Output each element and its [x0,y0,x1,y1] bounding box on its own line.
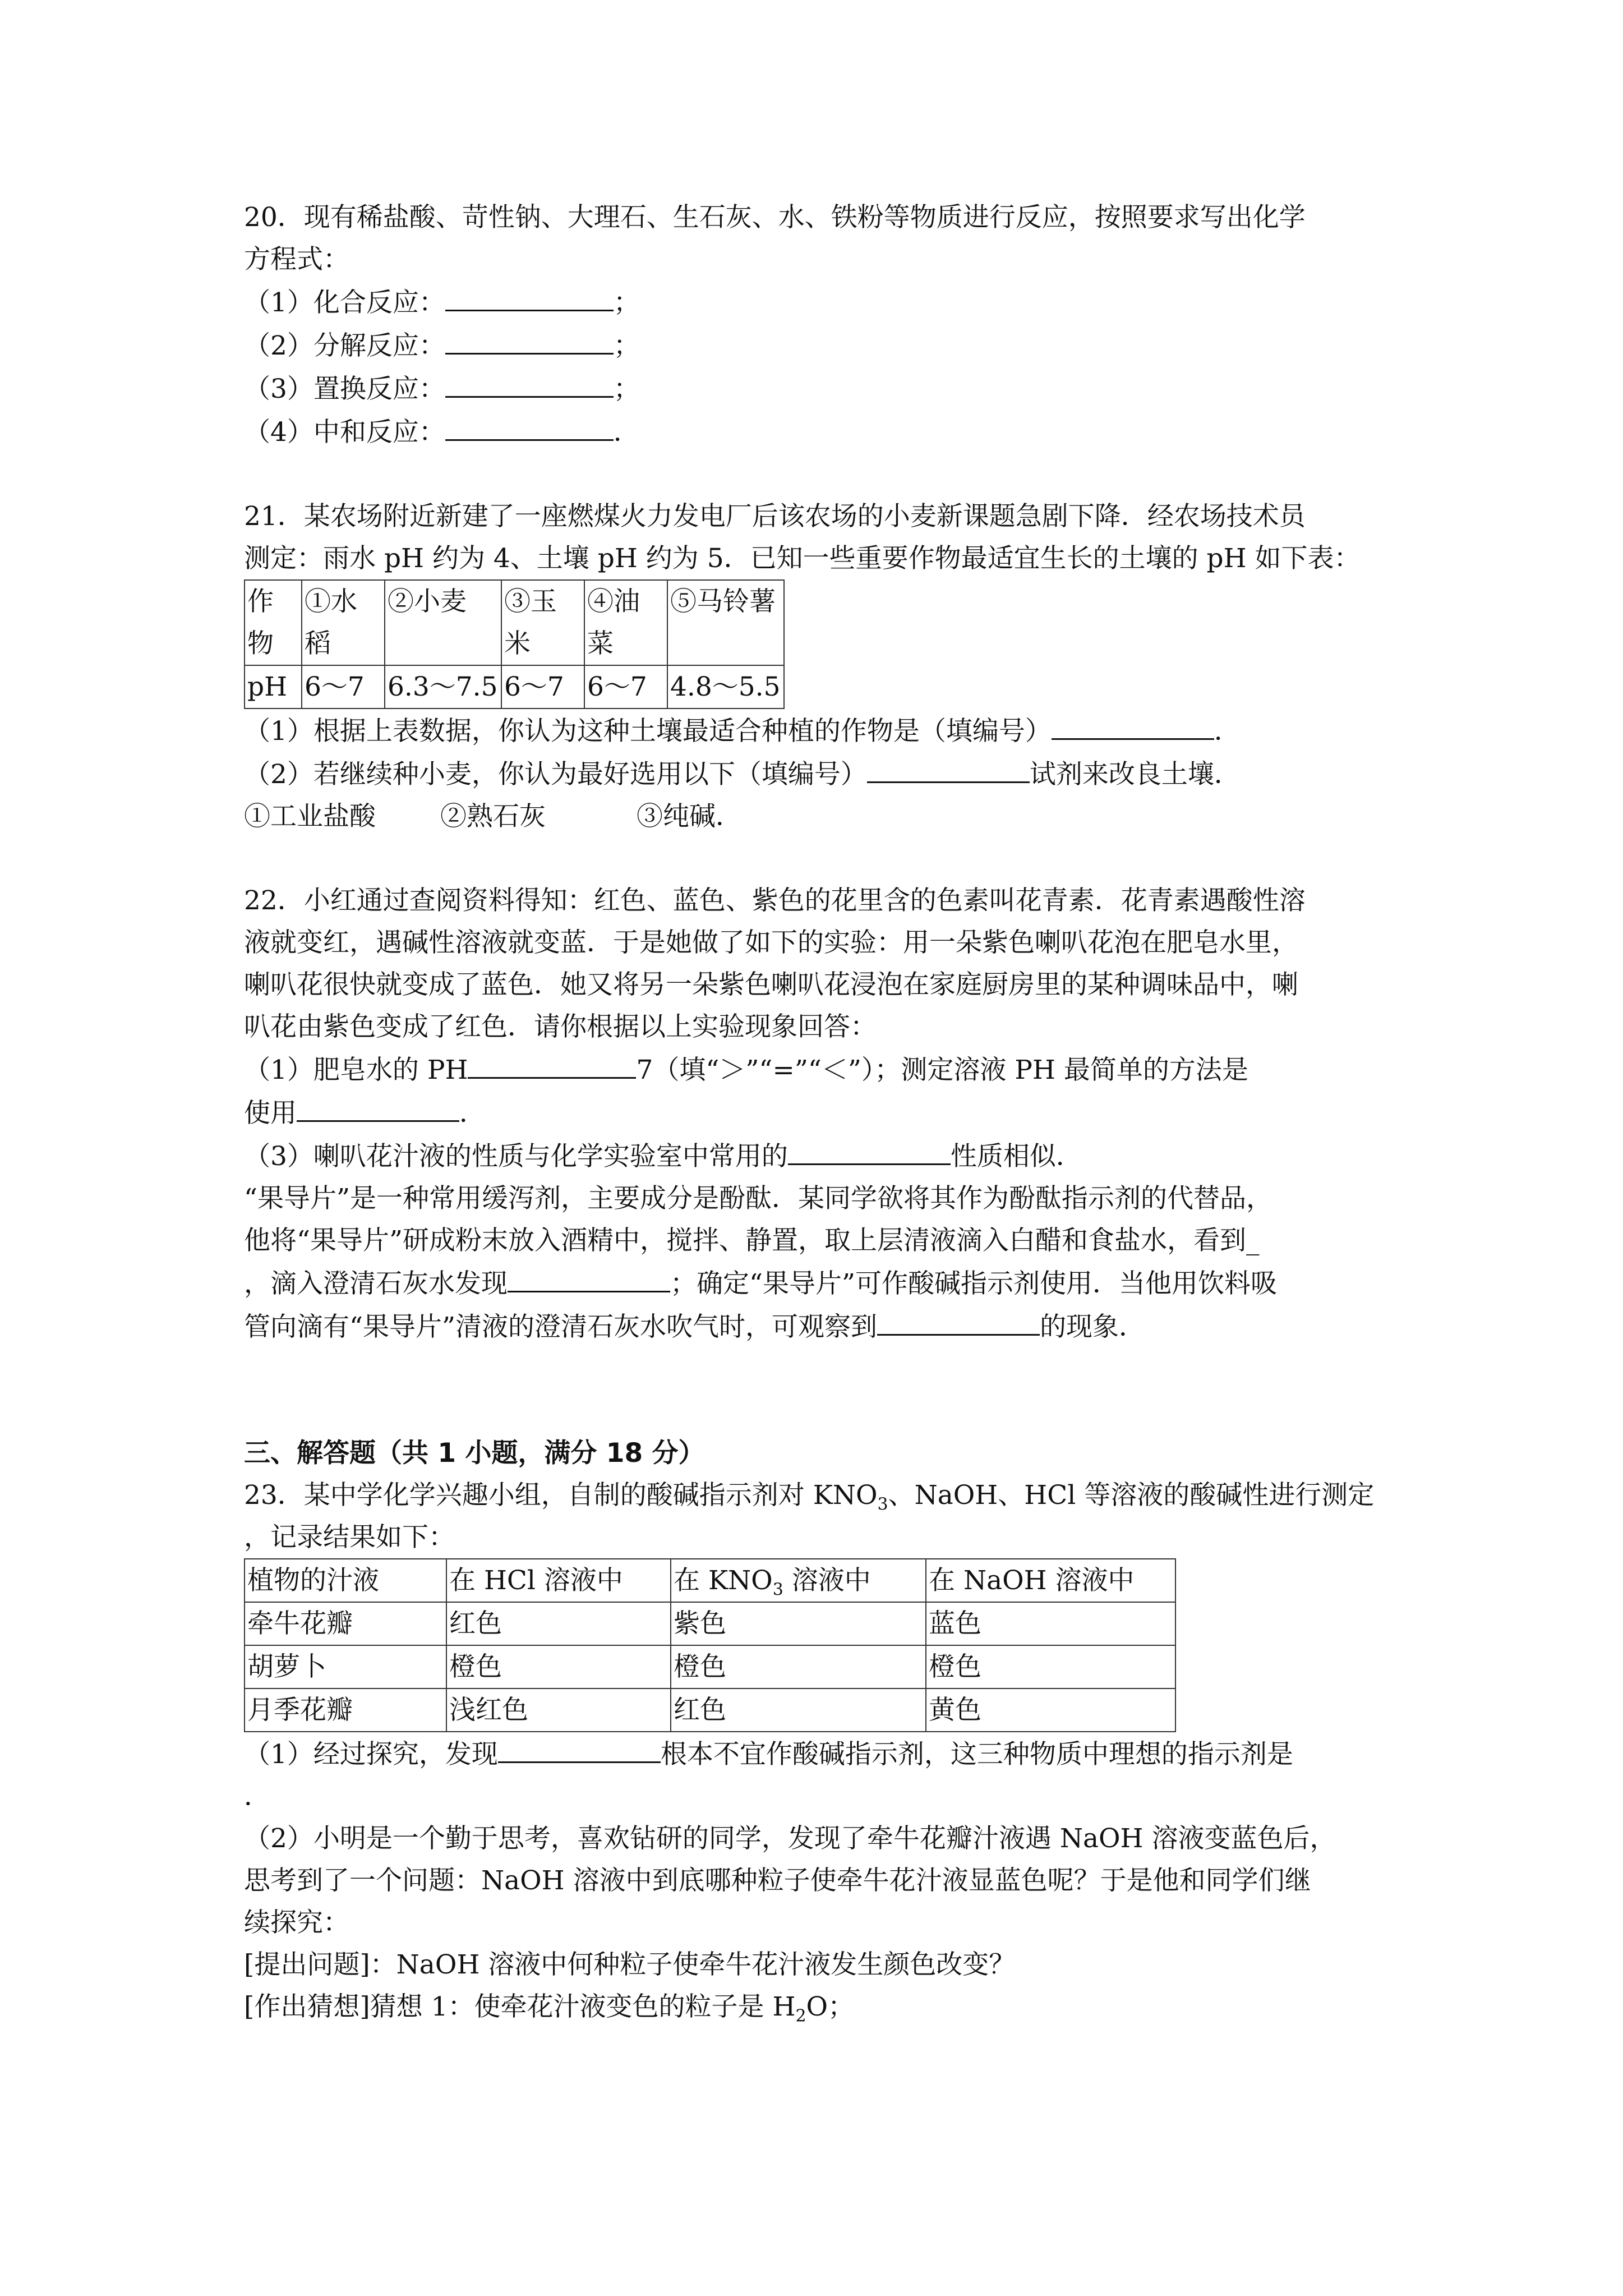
crop-ph-table [244,579,785,709]
spacer [244,838,1394,880]
subscript: 3 [772,1580,783,1600]
table-cell: 在 HCl 溶液中 [446,1559,671,1602]
q20-stem-line1: 20．现有稀盐酸、苛性钠、大理石、生石灰、水、铁粉等物质进行反应，按照要求写出化学 [244,202,1306,233]
q20-stem-line2: 方程式： [244,244,349,275]
sub-question-text: （2）若继续种小麦，你认为最好选用以下（填编号） [244,759,867,790]
q22-line3: 喇叭花很快就变成了蓝色．她又将另一朵紫色喇叭花浸泡在家庭厨房里的某种调味品中，喇 [244,969,1298,1000]
q22-guodao-line1: “果导片”是一种常用缓泻剂，主要成分是酚酞．某同学欲将其作为酚酞指示剂的代替品， [244,1183,1273,1214]
table-cell: 蓝色 [926,1602,1175,1645]
sub-question-text: ，滴入澄清石灰水发现 [244,1268,508,1299]
answer-blank[interactable] [508,1262,670,1292]
q22-sub-1-cont [244,1091,1394,1134]
punctuation: ． [1214,716,1241,747]
option: ①工业盐酸 [244,801,376,832]
table-cell: ②小麦 [385,580,501,665]
q21-options [244,795,1394,838]
q20-item-2 [244,324,1394,367]
table-row [245,1645,1175,1688]
q21-stem-line1: 21．某农场附近新建了一座燃煤火力发电厂后该农场的小麦新课题急剧下降．经农场技术员 [244,501,1306,532]
answer-blank[interactable] [445,324,614,355]
option: ②熟石灰 [440,801,546,832]
table-cell: 黄色 [926,1688,1175,1732]
q21-sub-1 [244,709,1394,752]
q22-guodao-line3 [244,1262,1394,1305]
q21-sub-2 [244,752,1394,795]
answer-blank[interactable] [445,367,614,398]
table-cell: 橙色 [446,1645,671,1688]
table-cell: 牵牛花瓣 [245,1602,446,1645]
answer-blank[interactable] [867,752,1030,783]
cell-text: 溶液中 [783,1565,871,1596]
question-21 [244,495,1394,838]
indicator-table [244,1558,1176,1732]
item-label: （4）中和反应： [244,417,445,448]
item-end: ； [613,330,640,361]
item-end: ； [613,374,640,404]
q22-sub-3 [244,1134,1394,1177]
q20-item-1 [244,280,1394,324]
cell-text: 在 KNO [674,1565,773,1596]
table-cell: pH [245,665,302,708]
table-cell: 橙色 [671,1645,926,1688]
sub-question-text: （3）喇叭花汁液的性质与化学实验室中常用的 [244,1141,788,1172]
sub-question-text: 管向滴有“果导片”清液的澄清石灰水吹气时，可观察到 [244,1312,878,1342]
question-20 [244,196,1394,453]
q23-sub-1-end: ． [244,1781,270,1812]
table-cell: 6～7 [584,665,667,708]
table-cell: 橙色 [926,1645,1175,1688]
spacer [244,1348,1394,1390]
table-cell: 红色 [671,1688,926,1732]
table-header-row [245,1559,1175,1602]
q22-line2: 液就变红，遇碱性溶液就变蓝．于是她做了如下的实验：用一朵紫色喇叭花泡在肥皂水里， [244,927,1298,958]
answer-blank[interactable] [498,1732,661,1763]
q23-sub-1 [244,1732,1394,1775]
sub-question-text: 试剂来改良土壤． [1029,759,1241,790]
exam-page [244,196,1394,2028]
item-end: ． [613,417,640,448]
sub-question-text: 根本不宜作酸碱指示剂，这三种物质中理想的指示剂是 [660,1739,1293,1770]
item-label: （2）分解反应： [244,330,445,361]
option: ③纯碱． [637,801,742,832]
sub-question-text: 性质相似． [950,1141,1082,1172]
q23-stem-line1 [244,1474,1394,1516]
table-cell [671,1559,926,1602]
q23-sub-2-line1: （2）小明是一个勤于思考，喜欢钻研的同学，发现了牵牛花瓣汁液遇 NaOH 溶液变蓝色后， [244,1823,1336,1854]
table-cell: ④油菜 [584,580,667,665]
q22-line4: 叭花由紫色变成了红色．请你根据以上实验现象回答： [244,1011,877,1042]
table-cell: 6.3～7.5 [385,665,501,708]
q20-item-3 [244,367,1394,410]
table-cell: 6～7 [302,665,385,708]
table-cell: 红色 [446,1602,671,1645]
question-23 [244,1474,1394,2028]
q22-guodao-line4 [244,1305,1394,1348]
sub-question-text: （1）经过探究，发现 [244,1739,498,1770]
spacer [244,1390,1394,1432]
table-cell: 6～7 [501,665,584,708]
subscript: 2 [795,2006,806,2026]
stem-text: 、NaOH、HCl 等溶液的酸碱性进行测定 [888,1480,1375,1511]
sub-question-text: ；确定“果导片”可作酸碱指示剂使用．当他用饮料吸 [670,1268,1278,1299]
table-row [245,665,784,708]
item-end: ； [613,287,640,318]
table-cell: 月季花瓣 [245,1688,446,1732]
table-cell: ①水稻 [302,580,385,665]
item-label: （3）置换反应： [244,374,445,404]
punctuation: ． [459,1098,486,1129]
table-cell: ⑤马铃薯 [667,580,784,665]
table-row [245,1688,1175,1732]
stem-text: 23．某中学化学兴趣小组，自制的酸碱指示剂对 KNO [244,1480,878,1511]
table-cell: 胡萝卜 [245,1645,446,1688]
sub-question-text: 使用 [244,1098,297,1129]
subscript: 3 [877,1494,888,1515]
answer-blank[interactable] [297,1091,459,1122]
q23-hypothesis [244,1986,1394,2028]
q23-stem-line2: ，记录结果如下： [244,1522,455,1553]
answer-blank[interactable] [1052,709,1214,740]
hypothesis-text: O； [806,1991,855,2022]
table-row [245,1602,1175,1645]
table-header-row [245,580,784,665]
sub-question-text: 的现象． [1040,1312,1146,1342]
section-heading: 三、解答题（共 1 小题，满分 18 分） [244,1438,705,1469]
q22-line1: 22．小红通过查阅资料得知：红色、蓝色、紫色的花里含的色素叫花青素．花青素遇酸性溶 [244,885,1306,916]
answer-blank[interactable] [445,410,614,441]
table-cell: ③玉米 [501,580,584,665]
answer-blank[interactable] [877,1305,1040,1336]
table-cell: 4.8～5.5 [667,665,784,708]
sub-question-text: （1）肥皂水的 PH [244,1055,468,1085]
q22-sub-1 [244,1048,1394,1091]
table-cell: 紫色 [671,1602,926,1645]
q21-stem-line2: 测定：雨水 pH 约为 4、土壤 pH 约为 5．已知一些重要作物最适宜生长的土壤的 pH 如下表： [244,543,1361,574]
spacer [244,453,1394,495]
question-22 [244,880,1394,1348]
q23-sub-2-line3: 续探究： [244,1907,349,1938]
item-label: （1）化合反应： [244,287,445,318]
table-cell: 在 NaOH 溶液中 [926,1559,1175,1602]
table-cell: 植物的汁液 [245,1559,446,1602]
sub-question-text: 7（填“＞”“=”“＜”）；测定溶液 PH 最简单的方法是 [636,1055,1248,1085]
hypothesis-text: [作出猜想]猜想 1：使牵花汁液变色的粒子是 H [244,1991,796,2022]
answer-blank[interactable] [468,1048,636,1079]
q22-guodao-line2: 他将“果导片”研成粉末放入酒精中，搅拌、静置，取上层清液滴入白醋和食盐水，看到_ [244,1225,1260,1256]
q20-item-4 [244,410,1394,453]
q23-sub-2-line2: 思考到了一个问题：NaOH 溶液中到底哪种粒子使牵牛花汁液显蓝色呢？于是他和同学们继 [244,1865,1311,1896]
table-cell: 浅红色 [446,1688,671,1732]
sub-question-text: （1）根据上表数据，你认为这种土壤最适合种植的作物是（填编号） [244,716,1052,747]
answer-blank[interactable] [445,280,614,311]
answer-blank[interactable] [788,1134,951,1165]
q23-ask-question: [提出问题]：NaOH 溶液中何种粒子使牵牛花汁液发生颜色改变？ [244,1949,1016,1980]
table-cell: 作物 [245,580,302,665]
